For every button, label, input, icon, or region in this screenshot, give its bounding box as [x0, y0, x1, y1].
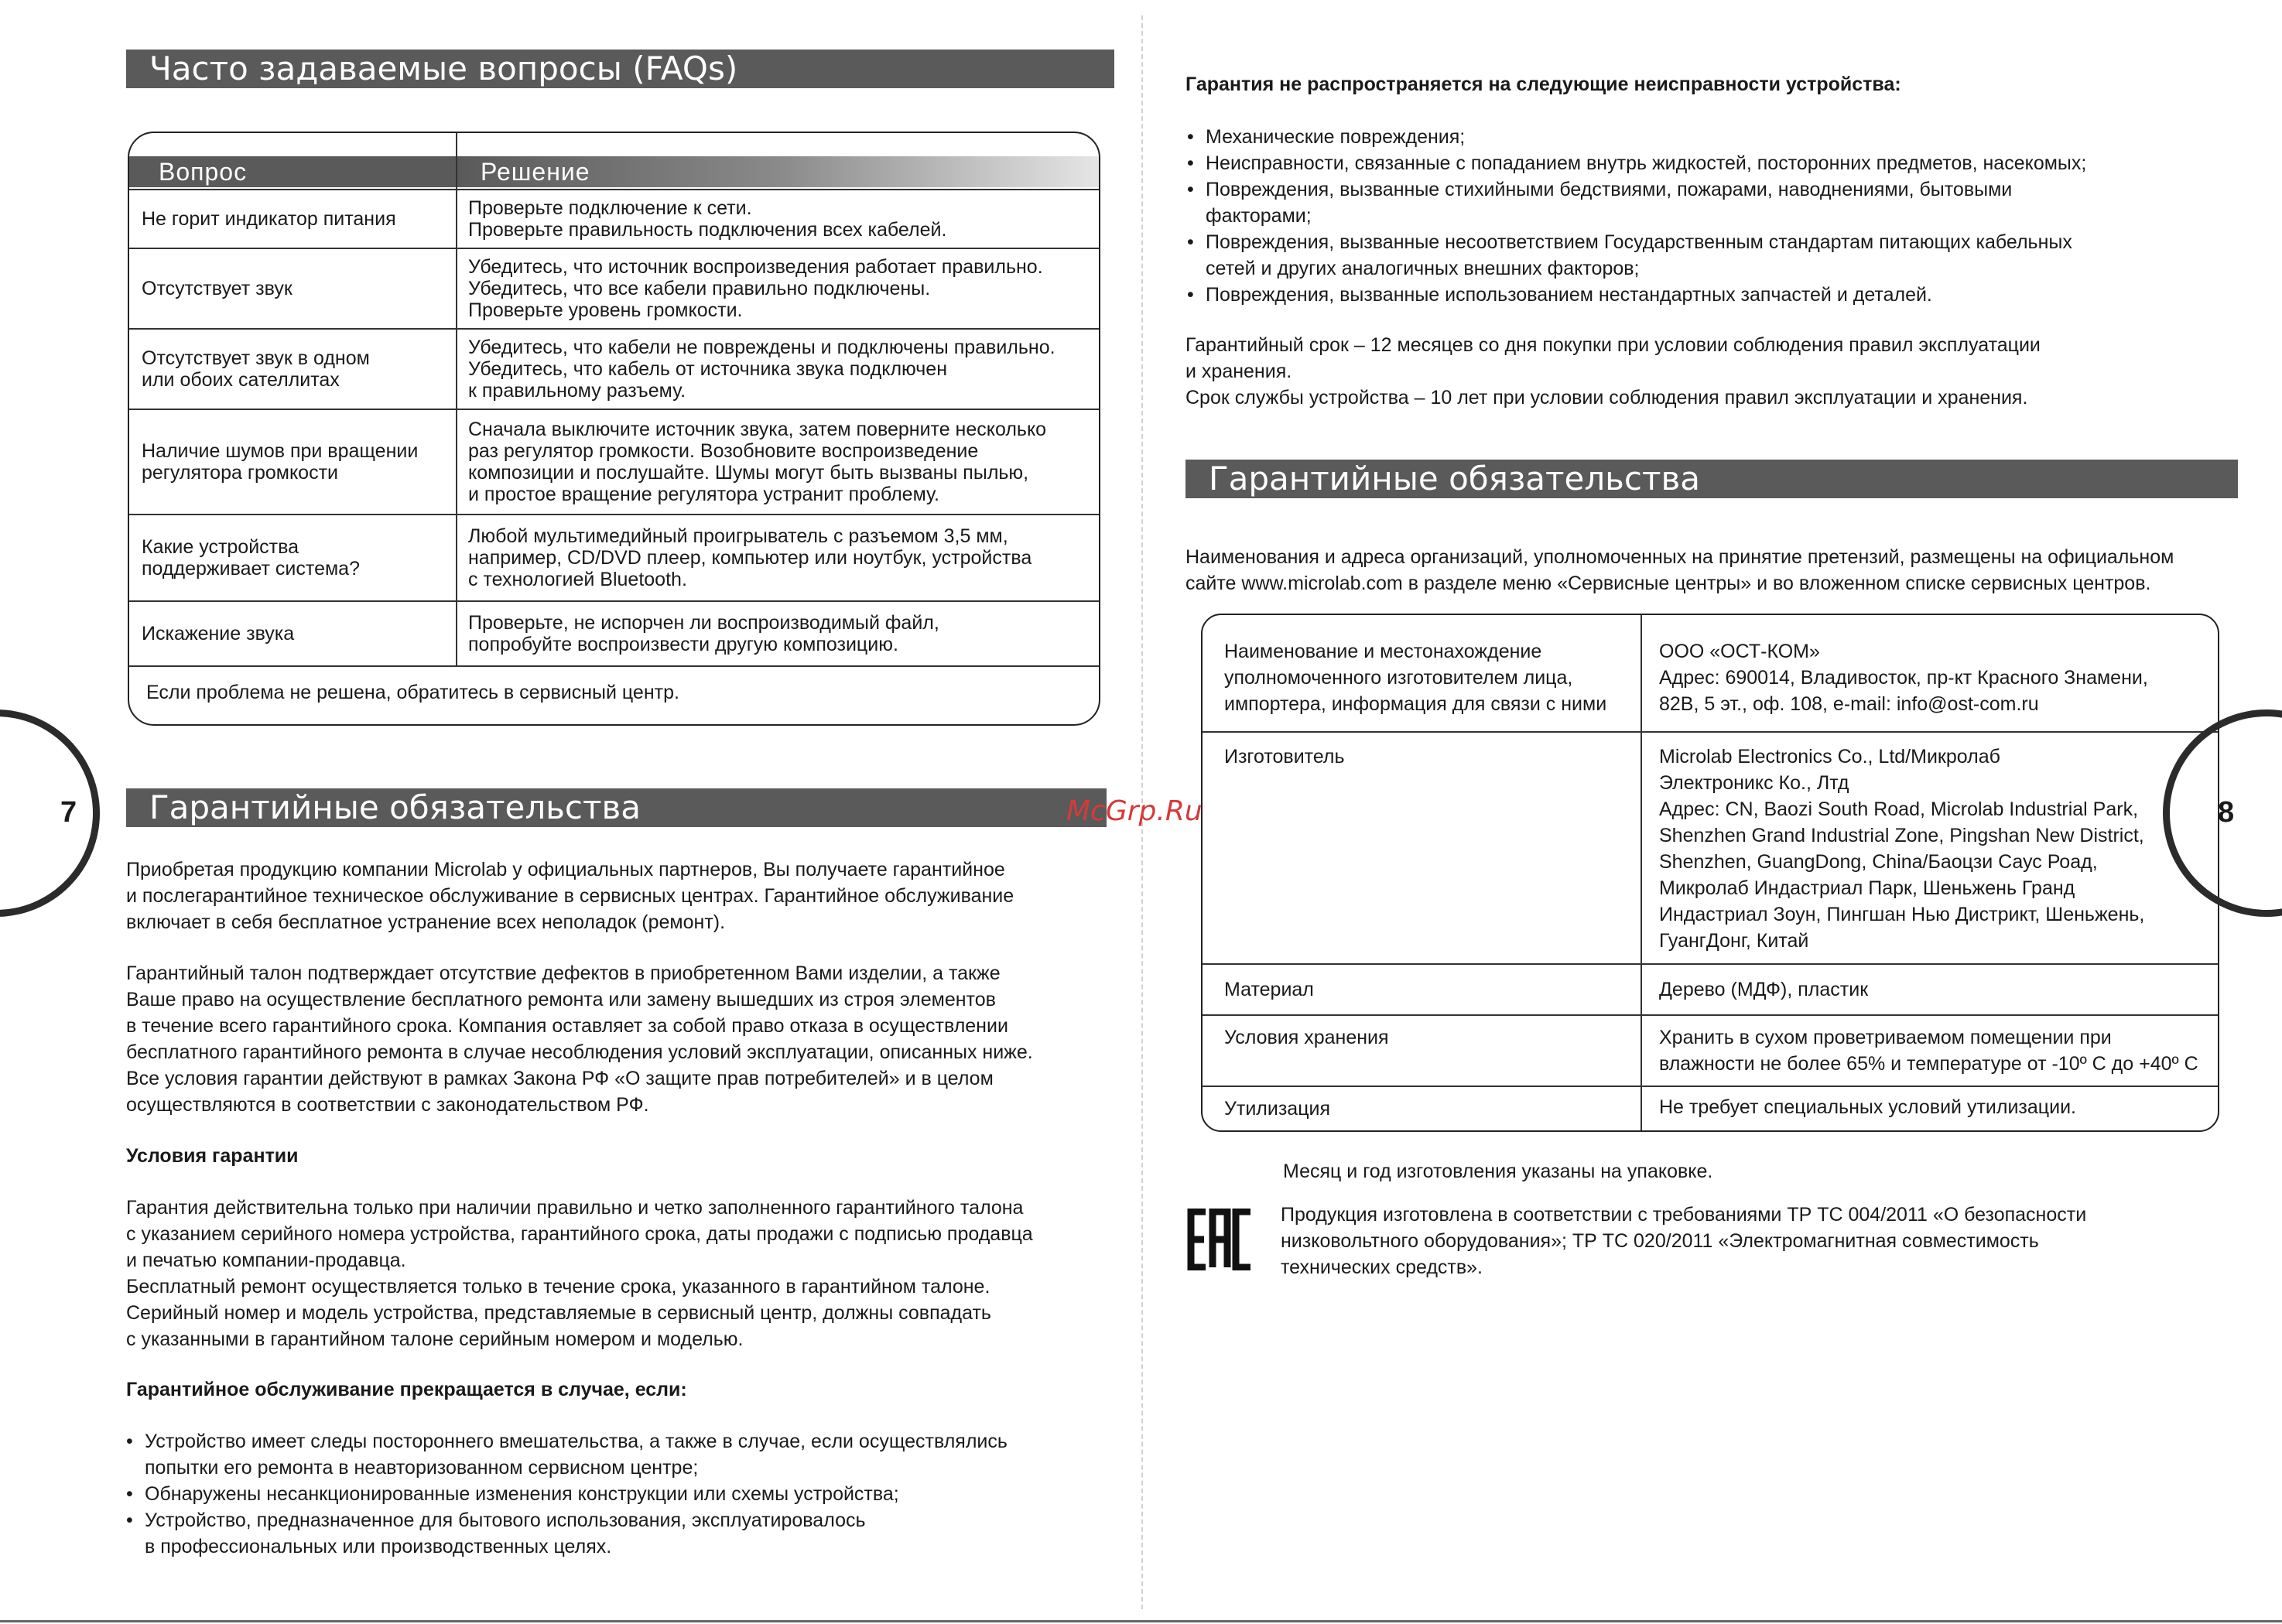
page-number-right: 8 [2218, 796, 2235, 829]
faq-solution: Проверьте, не испорчен ли воспроизводимый файл, попробуйте воспроизвести другую композицию. [468, 612, 939, 655]
faq-question: Отсутствует звук [142, 278, 293, 299]
page-number-left: 7 [60, 796, 77, 829]
table-row [1203, 1014, 2218, 1086]
faq-title: Часто задаваемые вопросы (FAQs) [149, 50, 738, 87]
info-key: Условия хранения [1224, 1027, 1389, 1048]
faq-question: Какие устройства поддерживает система? [142, 536, 360, 580]
faq-row [129, 514, 1099, 600]
info-value: Дерево (МДФ), пластик [1659, 979, 1869, 1000]
faq-row [129, 600, 1099, 665]
info-key: Утилизация [1224, 1098, 1331, 1120]
faq-question: Не горит индикатор питания [142, 208, 396, 230]
faq-row [129, 189, 1099, 248]
faq-footer-text: Если проблема не решена, обратитесь в сервисный центр. [146, 682, 679, 703]
table-row [1203, 1086, 2218, 1132]
eac-logo-graphic [1187, 1209, 1257, 1270]
warranty-talon-paragraph: Гарантийный талон подтверждает отсутствие дефектов в приобретенном Вами изделии, а также Ваше право на осуществление бесплатного ремонта или замену вышедших из строя элементов в течение всего гарантийного срока. Компания оставляет за собой право отказа в осуществлении бесплатного гарантийного ремонта в случае несоблюдения условий эксплуатации, описанных ниже. Все условия гарантии действуют в рамках Закона РФ «О защите прав потребителей» и в целом осуществляются в соответствии с законодательством РФ. [126, 962, 1033, 1116]
info-value: Не требует специальных условий утилизации. [1659, 1096, 2076, 1118]
table-row [1203, 731, 2218, 963]
faq-title-bar [126, 50, 1114, 88]
eac-logo-icon [1187, 1209, 1257, 1270]
faq-solution: Проверьте подключение к сети. Проверьте правильность подключения всех кабелей. [468, 197, 947, 241]
list-item: • Повреждения, вызванные использованием нестандартных запчастей и деталей. [1185, 282, 2253, 308]
table-row [1203, 615, 2218, 731]
faq-solution: Убедитесь, что источник воспроизведения работает правильно. Убедитесь, что все кабели правильно подключены. Проверьте уровень громкости. [468, 256, 1043, 321]
table-row [1203, 963, 2218, 1014]
info-value: Microlab Electronics Co., Ltd/Микролаб Электроникс Ко., Лтд Адрес: CN, Baozi South Road, Microlab Industrial Park, Shenzhen Grand Industrial Zone, Pingshan New District, Shenzhen, GuangDong, China/Баоцзи Саус Роад, Микролаб Индастриал Парк, Шеньжень Гранд Индастриал Зоун, Пингшан Нью Дистрикт, Шеньжень, ГуангДонг, Китай [1659, 746, 2145, 952]
conditions-heading: Условия гарантии [126, 1145, 299, 1167]
faq-row [129, 328, 1099, 409]
faq-solution: Любой мультимедийный проигрыватель с разъемом 3,5 мм, например, CD/DVD плеер, компьютер или ноутбук, устройства с технологией Bluetooth. [468, 525, 1032, 590]
bottom-border-line [0, 1620, 2282, 1622]
faq-solution: Убедитесь, что кабели не повреждены и подключены правильно. Убедитесь, что кабель от источника звука подключен к правильному разъему. [468, 337, 1055, 402]
termination-heading: Гарантийное обслуживание прекращается в случае, если: [126, 1379, 687, 1400]
faq-question: Искажение звука [142, 623, 295, 644]
info-key: Материал [1224, 979, 1314, 1000]
list-item: • Повреждения, вызванные несоответствием Государственным стандартам питающих кабельных сетей и других аналогичных внешних факторов; [1185, 229, 2253, 282]
list-item: • Устройство имеет следы постороннего вмешательства, а также в случае, если осуществлялись попытки его ремонта в неавторизованном сервисном центре; [125, 1428, 1107, 1481]
info-key: Изготовитель [1224, 746, 1345, 768]
list-item: • Механические повреждения; [1185, 124, 2253, 150]
warranty-title-bar-left [126, 788, 1107, 827]
faq-header-solution: Решение [457, 156, 1100, 187]
faq-footer-row [129, 665, 1099, 726]
watermark: McGrp.Ru [1066, 795, 1203, 827]
claims-text: Наименования и адреса организаций, уполномоченных на принятие претензий, размещены на официальном сайте www.microlab.com в разделе меню «Сервисные центры» и во вложенном списке сервисных центров. [1185, 546, 2174, 594]
faq-question: Наличие шумов при вращении регулятора громкости [142, 440, 419, 484]
list-item: • Обнаружены несанкционированные изменения конструкции или схемы устройства; [125, 1481, 1107, 1507]
faq-row [129, 409, 1099, 514]
info-key: Наименование и местонахождение уполномоченного изготовителем лица, импортера, информация для связи с ними [1224, 641, 1607, 715]
warranty-term-text: Гарантийный срок – 12 месяцев со дня покупки при условии соблюдения правил эксплуатации и хранения. Срок службы устройства – 10 лет при условии соблюдения правил эксплуатации и хранения. [1185, 334, 2041, 409]
termination-list [125, 1428, 1107, 1560]
page-number-arc-left [0, 709, 100, 917]
conditions-paragraph: Гарантия действительна только при наличии правильно и четко заполненного гарантийного талона с указанием серийного номера устройства, гарантийного срока, даты продажи с подписью продавца и печатью компании-продавца. Бесплатный ремонт осуществляется только в течение срока, указанного в гарантийном талоне. Серийный номер и модель устройства, представляемые в сервисный центр, должны совпадать с указанными в гарантийном талоне серийным номером и моделью. [126, 1197, 1033, 1350]
list-item: • Неисправности, связанные с попаданием внутрь жидкостей, посторонних предметов, насекомых; [1185, 150, 2253, 176]
warranty-title-right: Гарантийные обязательства [1209, 460, 1700, 497]
list-item: • Устройство, предназначенное для бытового использования, эксплуатировалось в профессиональных или производственных целях. [125, 1507, 1107, 1560]
warranty-title-bar-right [1185, 460, 2238, 498]
manufacture-date-note: Месяц и год изготовления указаны на упаковке. [1283, 1161, 1713, 1182]
exclusions-list [1185, 124, 2253, 308]
faq-row [129, 248, 1099, 328]
list-item: • Повреждения, вызванные стихийными бедствиями, пожарами, наводнениями, бытовыми факторами; [1185, 176, 2253, 229]
info-value: ООО «ОСТ-КОМ» Адрес: 690014, Владивосток, пр-кт Красного Знамени, 82В, 5 эт., оф. 108, e-mail: info@ost-com.ru [1659, 641, 2148, 715]
warranty-title-left: Гарантийные обязательства [149, 788, 641, 826]
organization-info-table [1201, 614, 2219, 1132]
faq-question: Отсутствует звук в одном или обоих сателлитах [142, 347, 370, 391]
faq-header-question: Вопрос [129, 156, 456, 187]
warranty-intro-paragraph: Приобретая продукцию компании Microlab у официальных партнеров, Вы получаете гарантийное и послегарантийное техническое обслуживание в сервисных центрах. Гарантийное обслуживание включает в себя бесплатное устранение всех неполадок (ремонт). [126, 859, 1014, 933]
faq-table [128, 132, 1100, 726]
exclusions-heading: Гарантия не распространяется на следующие неисправности устройства: [1185, 74, 1901, 95]
info-value: Хранить в сухом проветриваемом помещении при влажности не более 65% и температуре от -10º С до +40º С [1659, 1027, 2198, 1075]
faq-solution: Сначала выключите источник звука, затем поверните несколько раз регулятор громкости. Возобновите воспроизведение композиции и послушайте. Шумы могут быть вызваны пылью, и простое вращение регулятора устранит проблему. [468, 419, 1047, 505]
compliance-text: Продукция изготовлена в соответствии с требованиями ТР ТС 004/2011 «О безопасности низковольтного оборудования»; ТР ТС 020/2011 «Электромагнитная совместимость технических средств». [1281, 1204, 2087, 1278]
